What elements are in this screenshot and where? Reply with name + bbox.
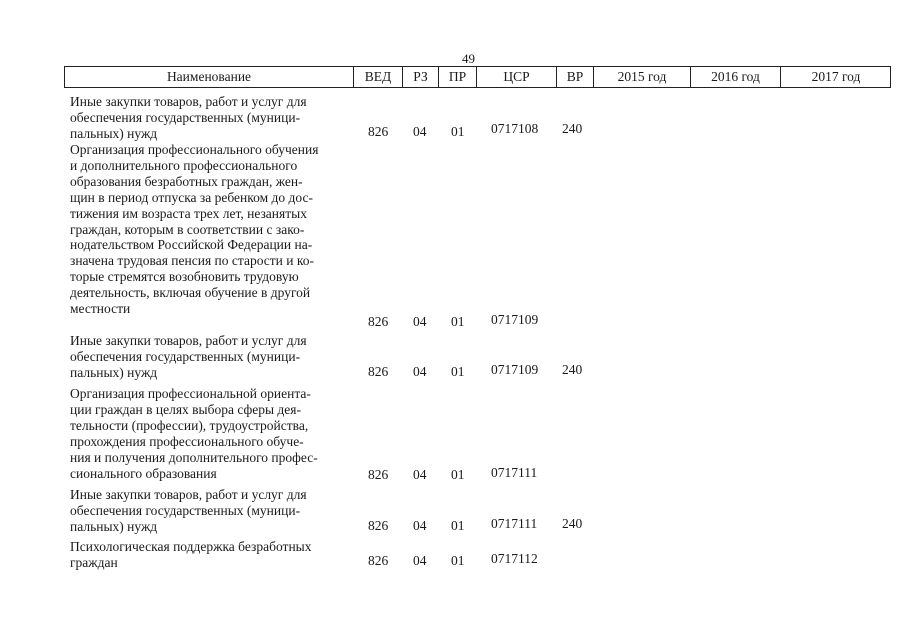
row-pr: 01 [451,314,465,329]
row-name: Иные закупки товаров, работ и услуг для обеспечения государственных (муници- пальных) нужд [70,94,307,141]
row-ved: 826 [368,314,389,329]
row-name: Иные закупки товаров, работ и услуг для обеспечения государственных (муници- пальных) нужд [70,487,307,534]
header-2017: 2017 год [780,67,891,87]
row-vr: 240 [562,516,583,531]
row-ved: 826 [368,124,389,139]
row-rz: 04 [413,364,427,379]
row-csr: 0717111 [491,465,538,480]
row-csr: 0717108 [491,121,539,136]
row-csr: 0717109 [491,362,539,377]
row-pr: 01 [451,518,465,533]
header-ved: ВЕД [353,67,402,87]
row-csr: 0717112 [491,551,538,566]
row-rz: 04 [413,518,427,533]
header-2015: 2015 год [593,67,690,87]
header-csr: ЦСР [476,67,556,87]
row-rz: 04 [413,314,427,329]
row-pr: 01 [451,553,465,568]
row-pr: 01 [451,124,465,139]
row-vr: 240 [562,121,583,136]
header-name: Наименование [166,69,252,84]
row-name: Организация профессионального обучения и дополнительного профессионального образования безработных граждан, жен- щин в период отпуска за ребенком до дос- тижения им возраста трех лет, незанятых граждан, которым в соответствии с зако- нодательством Российской Федерации на- значена трудовая пенсия по старости и ко- торые стремятся возобновить трудовую деятельность, включая обучение в другой местности [70,142,319,317]
row-rz: 04 [413,467,427,482]
row-csr: 0717111 [491,516,538,531]
header-pr: ПР [438,67,476,87]
row-ved: 826 [368,518,389,533]
row-name: Иные закупки товаров, работ и услуг для обеспечения государственных (муници- пальных) нужд [70,333,307,380]
row-rz: 04 [413,553,427,568]
page-number: 49 [462,51,475,66]
row-ved: 826 [368,364,389,379]
row-name: Психологическая поддержка безработных граждан [70,539,312,570]
header-rz: РЗ [402,67,438,87]
table-header [64,66,891,88]
header-2016: 2016 год [690,67,780,87]
row-name: Организация профессиональной ориента- ции граждан в целях выбора сферы дея- тельности (профессии), трудоустройства, прохождения профессионального обуче- ния и получения дополнительного профес- сионального образования [70,386,318,481]
row-ved: 826 [368,467,389,482]
row-csr: 0717109 [491,312,539,327]
row-pr: 01 [451,467,465,482]
row-ved: 826 [368,553,389,568]
row-pr: 01 [451,364,465,379]
row-vr: 240 [562,362,583,377]
header-vr: ВР [556,67,593,87]
row-rz: 04 [413,124,427,139]
